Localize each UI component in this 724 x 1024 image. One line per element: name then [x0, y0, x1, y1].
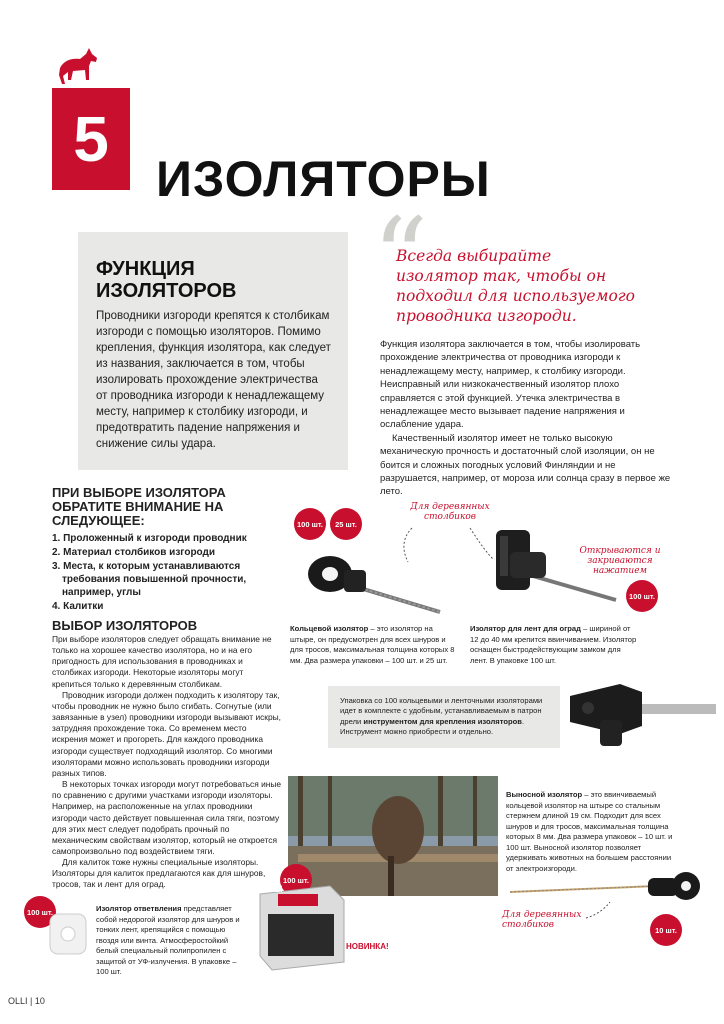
arrows-icon — [398, 522, 508, 568]
badge-ring-25: 25 шт. — [330, 508, 362, 540]
horse-logo-icon — [56, 46, 102, 90]
ring-caption — [290, 624, 460, 666]
note-open-close: Открываются и закриваются нажатием — [579, 546, 661, 576]
new-label: НОВИНКА! — [346, 942, 389, 951]
remote-caption-text: – это ввинчиваемый кольцевой изолятор на штыре со стальным стержнем длиной 19 см. Подходит для всех шнуров и для тросов, максимальная толщина которых 8 мм. Два размера упаковок – 10 шт. и 100 шт. Выносной изолятор позволяет удерживать животных на большем расстоянии от электроизгороди. — [506, 790, 673, 873]
right-paragraph-1: Функция изолятора заключается в том, чтобы изолировать прохождение электричества от проводника изгороди к ненадлежащему месту, например, к столбику изгороди. Неисправный или низкокачественный изолятор плохо справляется с этой функцией. Утечка электричества в ненадлежащее место вызывает падение напряжения и ослабление удара. — [380, 339, 641, 431]
selection-paragraph: В некоторых точках изгороди могут потребоваться иные по сравнению с другими участками изгороди изоляторы. Например, на расположенные на углах проводники изгороди часто действует повышенная сила тяги, поэтому для этих мест следует подобрать прочный по механическим свойствам изолятор, который не откроется самопроизвольно под воздействием тяги. — [52, 779, 282, 856]
right-column-text — [380, 338, 672, 499]
selection-paragraph: Для калиток тоже нужны специальные изоляторы. Изоляторы для калиток предлагаются как для шнуров, тросов, так и лент для оград. — [52, 857, 266, 890]
badge-tape-100: 100 шт. — [626, 580, 658, 612]
badge-ring-100: 100 шт. — [294, 508, 326, 540]
list-item: 2. Материал столбиков изгороди — [52, 547, 216, 558]
arrow-icon — [584, 900, 614, 922]
selection-paragraph: Проводник изгороди должен подходить к изолятору так, чтобы проводник не нужно было сгибать. Согнутые (или завязанные в узел) проводники изгороди вызывают искры, затрудняя прохождение тока. Со временем место искрения может и прогореть. Для каждого проводника изгороди существует подходящий изолятор. Со многими изоляторами можно использовать проводники изгороди разных типов. — [52, 689, 281, 778]
branch-caption-title: Изолятор ответвления — [96, 904, 182, 913]
chapter-number: 5 — [73, 103, 109, 175]
badge-branch-100: 100 шт. — [24, 896, 56, 928]
note-wood-top: Для деревянных столбиков — [410, 502, 490, 522]
page-footer: OLLI | 10 — [8, 996, 45, 1006]
note-wood-bottom: Для деревянных столбиков — [502, 910, 582, 930]
branch-caption — [96, 904, 244, 978]
list-item: 3. Места, к которым устанавливаются требования повышенной прочности, например, углы — [52, 561, 247, 598]
fence-photo — [288, 776, 498, 896]
branch-caption-text: представляет собой недорогой изолятор для шнуров и тонких лент, крепящийся с помощью гвоздя или винта. Атмосферостойкий белый специальный полипропилен с защитой от УФ-излучения. В упаковке – 100 шт. — [96, 904, 240, 976]
badge-box-100: 100 шт. — [280, 864, 312, 896]
selection-text — [52, 634, 284, 891]
ring-caption-title: Кольцевой изолятор — [290, 624, 369, 633]
product-box-label: OLLI — [262, 884, 283, 894]
remote-caption-title: Выносной изолятор — [506, 790, 583, 799]
ring-caption-text: – это изолятор на штыре, он предусмотрен для всех шнуров и для тросов, максимальная толщина которых 8 мм. Два размера упаковки – 100 шт. и 25 шт. — [290, 624, 455, 665]
remote-caption — [506, 790, 678, 874]
attention-title: ПРИ ВЫБОРЕ ИЗОЛЯТОРА ОБРАТИТЕ ВНИМАНИЕ НА СЛЕДУЮЩЕЕ: — [52, 485, 226, 528]
pull-quote: Всегда выбирайте изолятор так, чтобы он подходил для используемого проводника изгороди. — [396, 247, 635, 325]
function-box-title: ФУНКЦИЯ ИЗОЛЯТОРОВ — [96, 258, 237, 302]
list-item: 4. Калитки — [52, 601, 104, 612]
tape-caption-title: Изолятор для лент для оград — [470, 624, 581, 633]
tool-note-bold: инструментом для крепления изоляторов — [363, 716, 522, 726]
tape-caption — [470, 624, 640, 666]
tool-note-pre: Упаковка со 100 кольцевыми и ленточными изоляторами идет в комплекте с удобным, устанавливаемым в патрон дрели — [340, 696, 543, 726]
branch-insulator-icon — [44, 906, 92, 964]
right-paragraph-2: Качественный изолятор имеет не только высокую механическую прочность и достаточный слой изоляции, он не боится и сложных погодных условий Финляндии и не разрушается, например, от мороза или солнца сразу в первое же лето. — [380, 432, 671, 498]
selection-title: ВЫБОР ИЗОЛЯТОРОВ — [52, 618, 198, 633]
attention-list — [52, 532, 284, 614]
tool-note-post: . Инструмент можно приобрести и отдельно. — [340, 716, 525, 736]
list-item: 1. Проложенный к изгороди проводник — [52, 533, 247, 544]
badge-remote-10: 10 шт. — [650, 914, 682, 946]
tape-caption-text: – шириной от 12 до 40 мм крепится ввинчиванием. Изолятор оснащен быстродействующим замком для лент. В упаковке 100 шт. — [470, 624, 637, 665]
tool-note-text — [340, 696, 552, 737]
selection-paragraph: При выборе изоляторов следует обращать внимание не только на хорошее качество изолятора, но и на его пригодность для использования в проводниках и столбиках изгороди. Некоторые изоляторы могут крепиться только к деревянным столбикам. — [52, 634, 272, 689]
drill-tool-icon — [560, 674, 720, 754]
quote-mark-icon: “ — [372, 194, 429, 322]
function-box-text: Проводники изгороди крепятся к столбикам изгороди с помощью изоляторов. Помимо крепления, функция изолятора, как следует из названия, заключается в том, чтобы изолировать прохождение электричества от проводника изгороди к ненадлежащему месту, например к столбику изгороди, и предотвратить падение напряжения и снижение силы удара. — [96, 310, 331, 450]
page-title: ИЗОЛЯТОРЫ — [156, 151, 491, 207]
